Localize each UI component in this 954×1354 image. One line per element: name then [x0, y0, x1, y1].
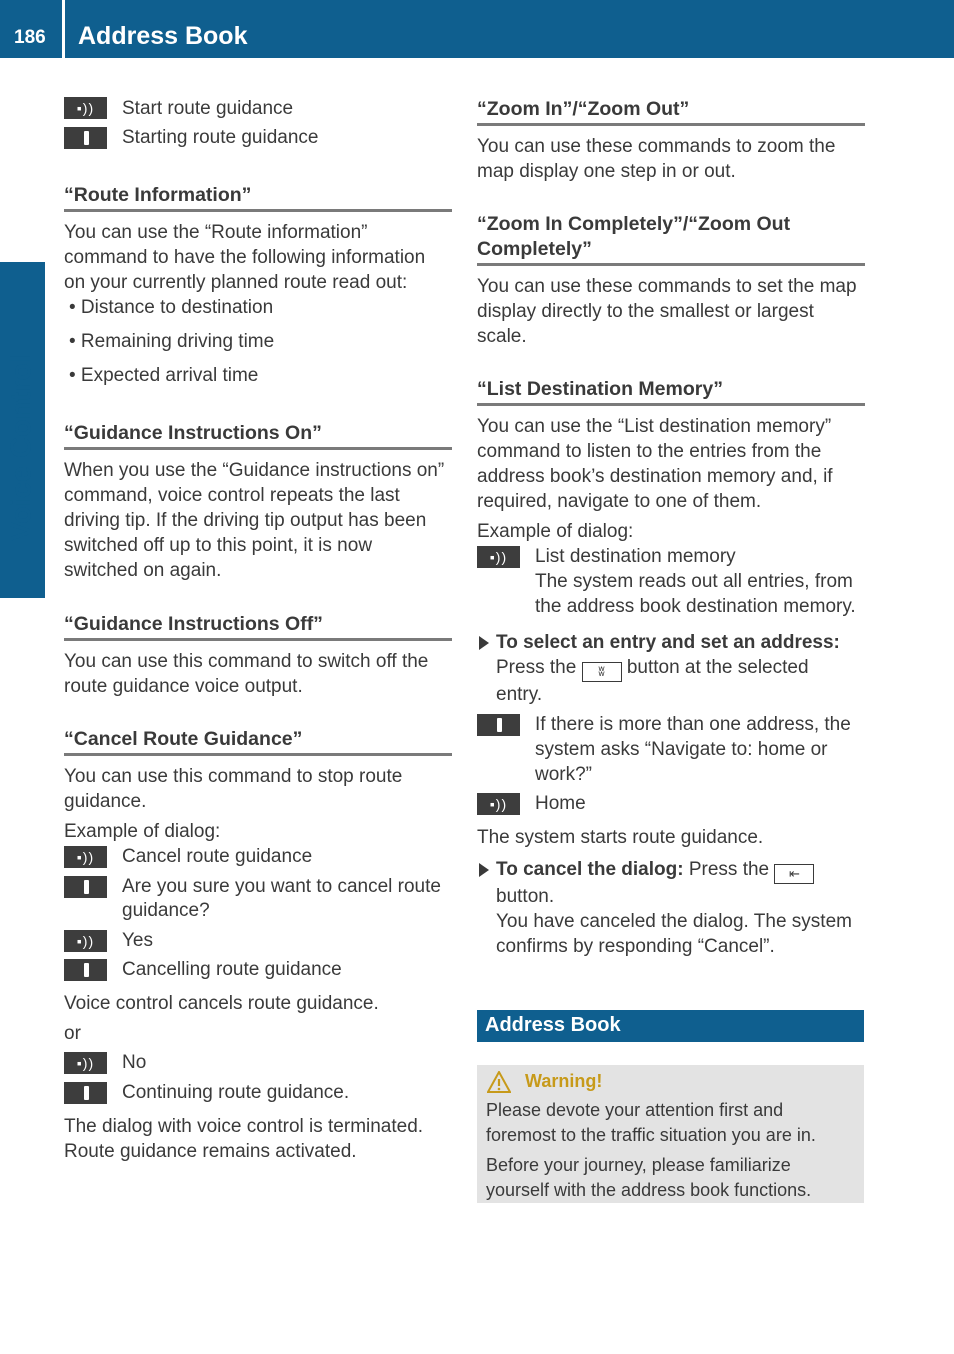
body-text: The system starts route guidance. [477, 827, 764, 848]
header-divider [62, 0, 65, 58]
body-text: display directly to the smallest or largest [477, 301, 814, 322]
body-text: command, voice control repeats the last [64, 485, 400, 506]
address-book-heading-bar [477, 1010, 864, 1042]
dialog-line: Yes [122, 930, 153, 951]
step-text-part: button at the selected [626, 657, 809, 678]
body-text: You can use this command to stop route [64, 766, 403, 787]
call-button-icon: ʬ [582, 662, 622, 682]
body-text: Route guidance remains activated. [64, 1141, 357, 1162]
header-bar [0, 0, 954, 58]
body-text: When you use the “Guidance instructions on” [64, 460, 445, 481]
zoom-complete-heading: Completely” [477, 238, 592, 260]
system-response-icon [64, 959, 107, 981]
system-response-icon [64, 1082, 107, 1104]
dialog-line: Are you sure you want to cancel route [122, 876, 441, 897]
dialog-line: the address book destination memory. [535, 596, 856, 617]
step-arrow-icon [479, 636, 489, 650]
body-text: Voice control cancels route guidance. [64, 993, 379, 1014]
address-book-heading: Address Book [485, 1014, 621, 1036]
body-text: Example of dialog: [64, 821, 221, 842]
guidance-on-heading: “Guidance Instructions On” [64, 422, 322, 444]
body-text: command to have the following information [64, 247, 426, 268]
step-text: confirms by responding “Cancel”. [496, 936, 775, 957]
step-text: button. [496, 886, 555, 907]
step-heading: To cancel the dialog: [496, 859, 684, 880]
dialog-line: guidance? [122, 900, 210, 921]
body-text: route guidance voice output. [64, 676, 303, 697]
heading-rule [477, 263, 865, 266]
route-info-heading: “Route Information” [64, 184, 252, 206]
body-text: command to listen to the entries from the [477, 441, 822, 462]
body-text: You can use this command to switch off the [64, 651, 429, 672]
body-text: or [64, 1023, 81, 1044]
side-tab-label: Voice Control [5, 354, 38, 542]
body-text: switched on again. [64, 560, 222, 581]
heading-rule [477, 123, 865, 126]
step-text-part: Press the [496, 657, 577, 678]
section-title: Address Book [78, 22, 248, 50]
body-text: driving tip. If the driving tip output has been [64, 510, 427, 531]
step-text: You have canceled the dialog. The system [496, 911, 852, 932]
list-dest-heading: “List Destination Memory” [477, 378, 723, 400]
dialog-line: The system reads out all entries, from [535, 571, 853, 592]
page-number: 186 [14, 27, 46, 48]
dialog-line: If there is more than one address, the [535, 714, 851, 735]
system-response-icon [477, 714, 520, 736]
zoom-complete-heading: “Zoom In Completely”/“Zoom Out [477, 213, 791, 235]
heading-rule [64, 447, 452, 450]
warning-text: Please devote your attention first and [486, 1100, 784, 1120]
warning-title: Warning! [525, 1071, 603, 1091]
voice-command-icon: ▪)) [64, 1052, 107, 1074]
heading-rule [64, 209, 452, 212]
warning-text: foremost to the traffic situation you are in. [486, 1125, 816, 1145]
dialog-line: work?” [535, 764, 593, 785]
warning-box [477, 1065, 864, 1203]
heading-rule [64, 753, 452, 756]
body-text: switched off up to this point, it is now [64, 535, 373, 556]
step-text-part: Press the [688, 859, 770, 880]
body-text: You can use these commands to zoom the [477, 136, 836, 157]
heading-rule [64, 638, 452, 641]
body-text: address book’s destination memory and, if [477, 466, 833, 487]
body-text: You can use the “List destination memory” [477, 416, 832, 437]
warning-text: yourself with the address book functions. [486, 1180, 812, 1200]
voice-command-icon: ▪)) [477, 793, 520, 815]
dialog-line: Home [535, 793, 586, 814]
voice-command-icon: ▪)) [477, 546, 520, 568]
dialog-line: Start route guidance [122, 98, 294, 119]
body-text: guidance. [64, 791, 147, 812]
dialog-line: No [122, 1052, 147, 1073]
dialog-line: Cancelling route guidance [122, 959, 342, 980]
list-item: • Expected arrival time [69, 365, 259, 386]
body-text: required, navigate to one of them. [477, 491, 762, 512]
back-button-icon: ⇤ [774, 864, 814, 884]
body-text: You can use the “Route information” [64, 222, 368, 243]
body-text: scale. [477, 326, 527, 347]
dialog-line: Continuing route guidance. [122, 1082, 350, 1103]
list-item: • Distance to destination [69, 297, 274, 318]
system-response-icon [64, 876, 107, 898]
system-response-icon [64, 127, 107, 149]
heading-rule [477, 403, 865, 406]
guidance-off-heading: “Guidance Instructions Off” [64, 613, 323, 635]
dialog-line: Cancel route guidance [122, 846, 313, 867]
step-arrow-icon [479, 863, 489, 877]
cancel-heading: “Cancel Route Guidance” [64, 728, 303, 750]
voice-command-icon: ▪)) [64, 97, 107, 119]
step-text: entry. [496, 684, 543, 705]
dialog-line: Starting route guidance [122, 127, 319, 148]
dialog-line: system asks “Navigate to: home or [535, 739, 828, 760]
body-text: The dialog with voice control is terminated. [64, 1116, 424, 1137]
body-text: on your currently planned route read out: [64, 272, 408, 293]
step-text [496, 655, 809, 682]
step-heading: To select an entry and set an address: [496, 632, 840, 653]
dialog-line: List destination memory [535, 546, 736, 567]
voice-command-icon: ▪)) [64, 930, 107, 952]
warning-text: Before your journey, please familiarize [486, 1155, 791, 1175]
body-text: Example of dialog: [477, 521, 634, 542]
step-text [496, 857, 814, 884]
body-text: map display one step in or out. [477, 161, 736, 182]
voice-command-icon: ▪)) [64, 846, 107, 868]
body-text: You can use these commands to set the map [477, 276, 857, 297]
list-item: • Remaining driving time [69, 331, 275, 352]
warning-triangle-icon [487, 1071, 511, 1093]
zoom-heading: “Zoom In”/“Zoom Out” [477, 98, 690, 120]
